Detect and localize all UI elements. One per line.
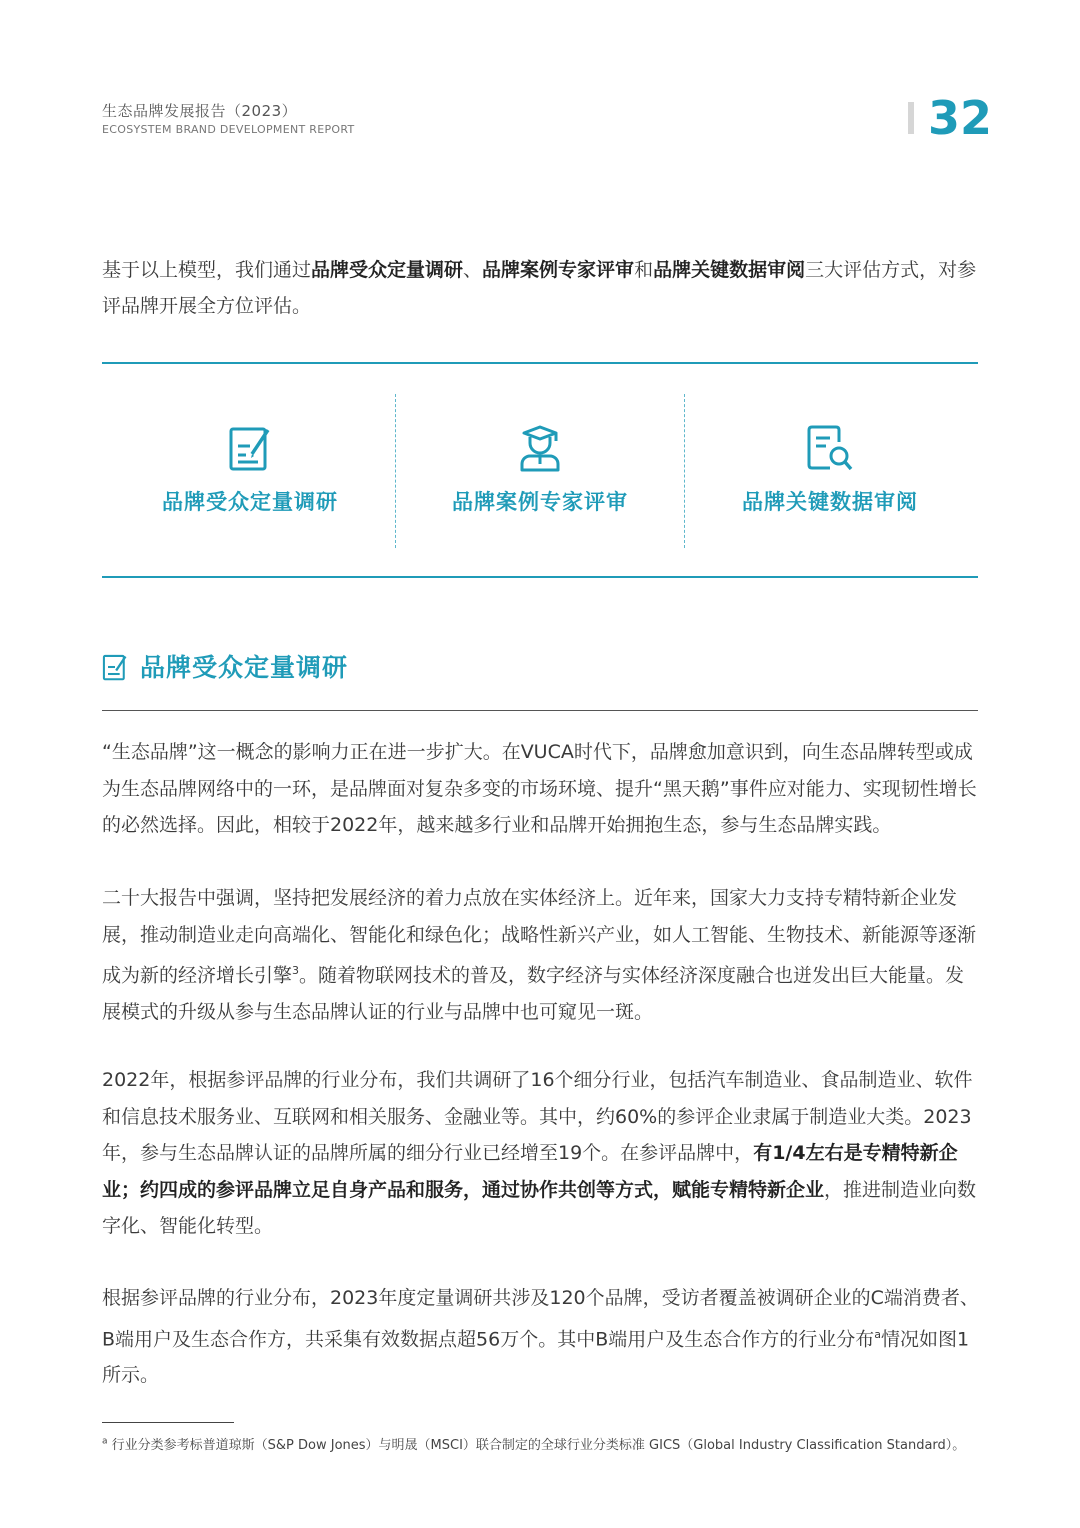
- body-paragraph-4: 根据参评品牌的行业分布，2023年度定量调研共涉及120个品牌，受访者覆盖被调研企业的C端消费者、B端用户及生态合作方，共采集有效数据点超56万个。其中B端用户及生态合作方的行业分布$^a$情况如图1所示。: [102, 1287, 979, 1387]
- footnote-mark: a: [102, 1436, 108, 1447]
- section-title: 品牌受众定量调研: [140, 653, 349, 682]
- method-quantitative-survey: [105, 424, 395, 516]
- section-rule: [102, 710, 978, 711]
- footnote-ref: 3: [292, 964, 300, 977]
- panel-bottom-rule: [102, 576, 978, 578]
- edit-document-icon: [228, 424, 272, 472]
- method-data-review: [685, 424, 975, 516]
- edit-document-icon: [102, 653, 128, 681]
- footnote-rule: [102, 1422, 234, 1423]
- expert-graduate-icon: [518, 424, 562, 472]
- method-expert-review: [395, 424, 685, 516]
- intro-paragraph: 基于以上模型，我们通过品牌受众定量调研、品牌案例专家评审和品牌关键数据审阅三大评估方式，对参评品牌开展全方位评估。: [102, 259, 977, 317]
- footnote-ref: a: [874, 1327, 881, 1341]
- intro-bold-2: 品牌案例专家评审: [482, 259, 635, 281]
- panel-top-rule: [102, 362, 978, 364]
- intro-bold-1: 品牌受众定量调研: [311, 259, 464, 281]
- body-paragraph-1: “生态品牌”这一概念的影响力正在进一步扩大。在VUCA时代下，品牌愈加意识到，向生态品牌转型或成为生态品牌网络中的一环，是品牌面对复杂多变的市场环境、提升“黑天鹅”事件应对能力、实现韧性增长的必然选择。因此，相较于2022年，越来越多行业和品牌开始拥抱生态，参与生态品牌实践。: [102, 741, 977, 836]
- page-number-bar: [908, 102, 914, 134]
- method-label: 品牌关键数据审阅: [742, 490, 918, 514]
- report-subtitle: ECOSYSTEM BRAND DEVELOPMENT REPORT: [102, 123, 355, 136]
- intro-bold-3: 品牌关键数据审阅: [653, 259, 806, 281]
- body-bold-highlight: 有1/4左右是专精特新企业；约四成的参评品牌立足自身产品和服务，通过协作共创等方式，赋能专精特新企业: [102, 1142, 958, 1201]
- method-label: 品牌案例专家评审: [452, 490, 628, 514]
- footnote: $^a$ 行业分类参考标普道琼斯（S&P Dow Jones）与明晟（MSCI）联合制定的全球行业分类标准 GICS（Global Industry Classification Standard）。: [102, 1436, 966, 1453]
- document-search-icon: [806, 424, 854, 472]
- report-title: 生态品牌发展报告（2023）: [102, 102, 298, 120]
- body-paragraph-2: 二十大报告中强调，坚持把发展经济的着力点放在实体经济上。近年来，国家大力支持专精特新企业发展，推动制造业走向高端化、智能化和绿色化；战略性新兴产业，如人工智能、生物技术、新能源等逐渐成为新的经济增长引擎$^3$。随着物联网技术的普及，数字经济与实体经济深度融合也迸发出巨大能量。发展模式的升级从参与生态品牌认证的行业与品牌中也可窥见一斑。: [102, 887, 977, 1023]
- method-label: 品牌受众定量调研: [162, 490, 338, 514]
- page-number: 32: [928, 91, 993, 145]
- body-paragraph-3: 2022年，根据参评品牌的行业分布，我们共调研了16个细分行业，包括汽车制造业、食品制造业、软件和信息技术服务业、互联网和相关服务、金融业等。其中，约60%的参评企业隶属于制造业大类。2023年，参与生态品牌认证的品牌所属的细分行业已经增至19个。在参评品牌中，有1/4左右是专精特新企业；约四成的参评品牌立足自身产品和服务，通过协作共创等方式，赋能专精特新企业，推进制造业向数字化、智能化转型。: [102, 1069, 977, 1237]
